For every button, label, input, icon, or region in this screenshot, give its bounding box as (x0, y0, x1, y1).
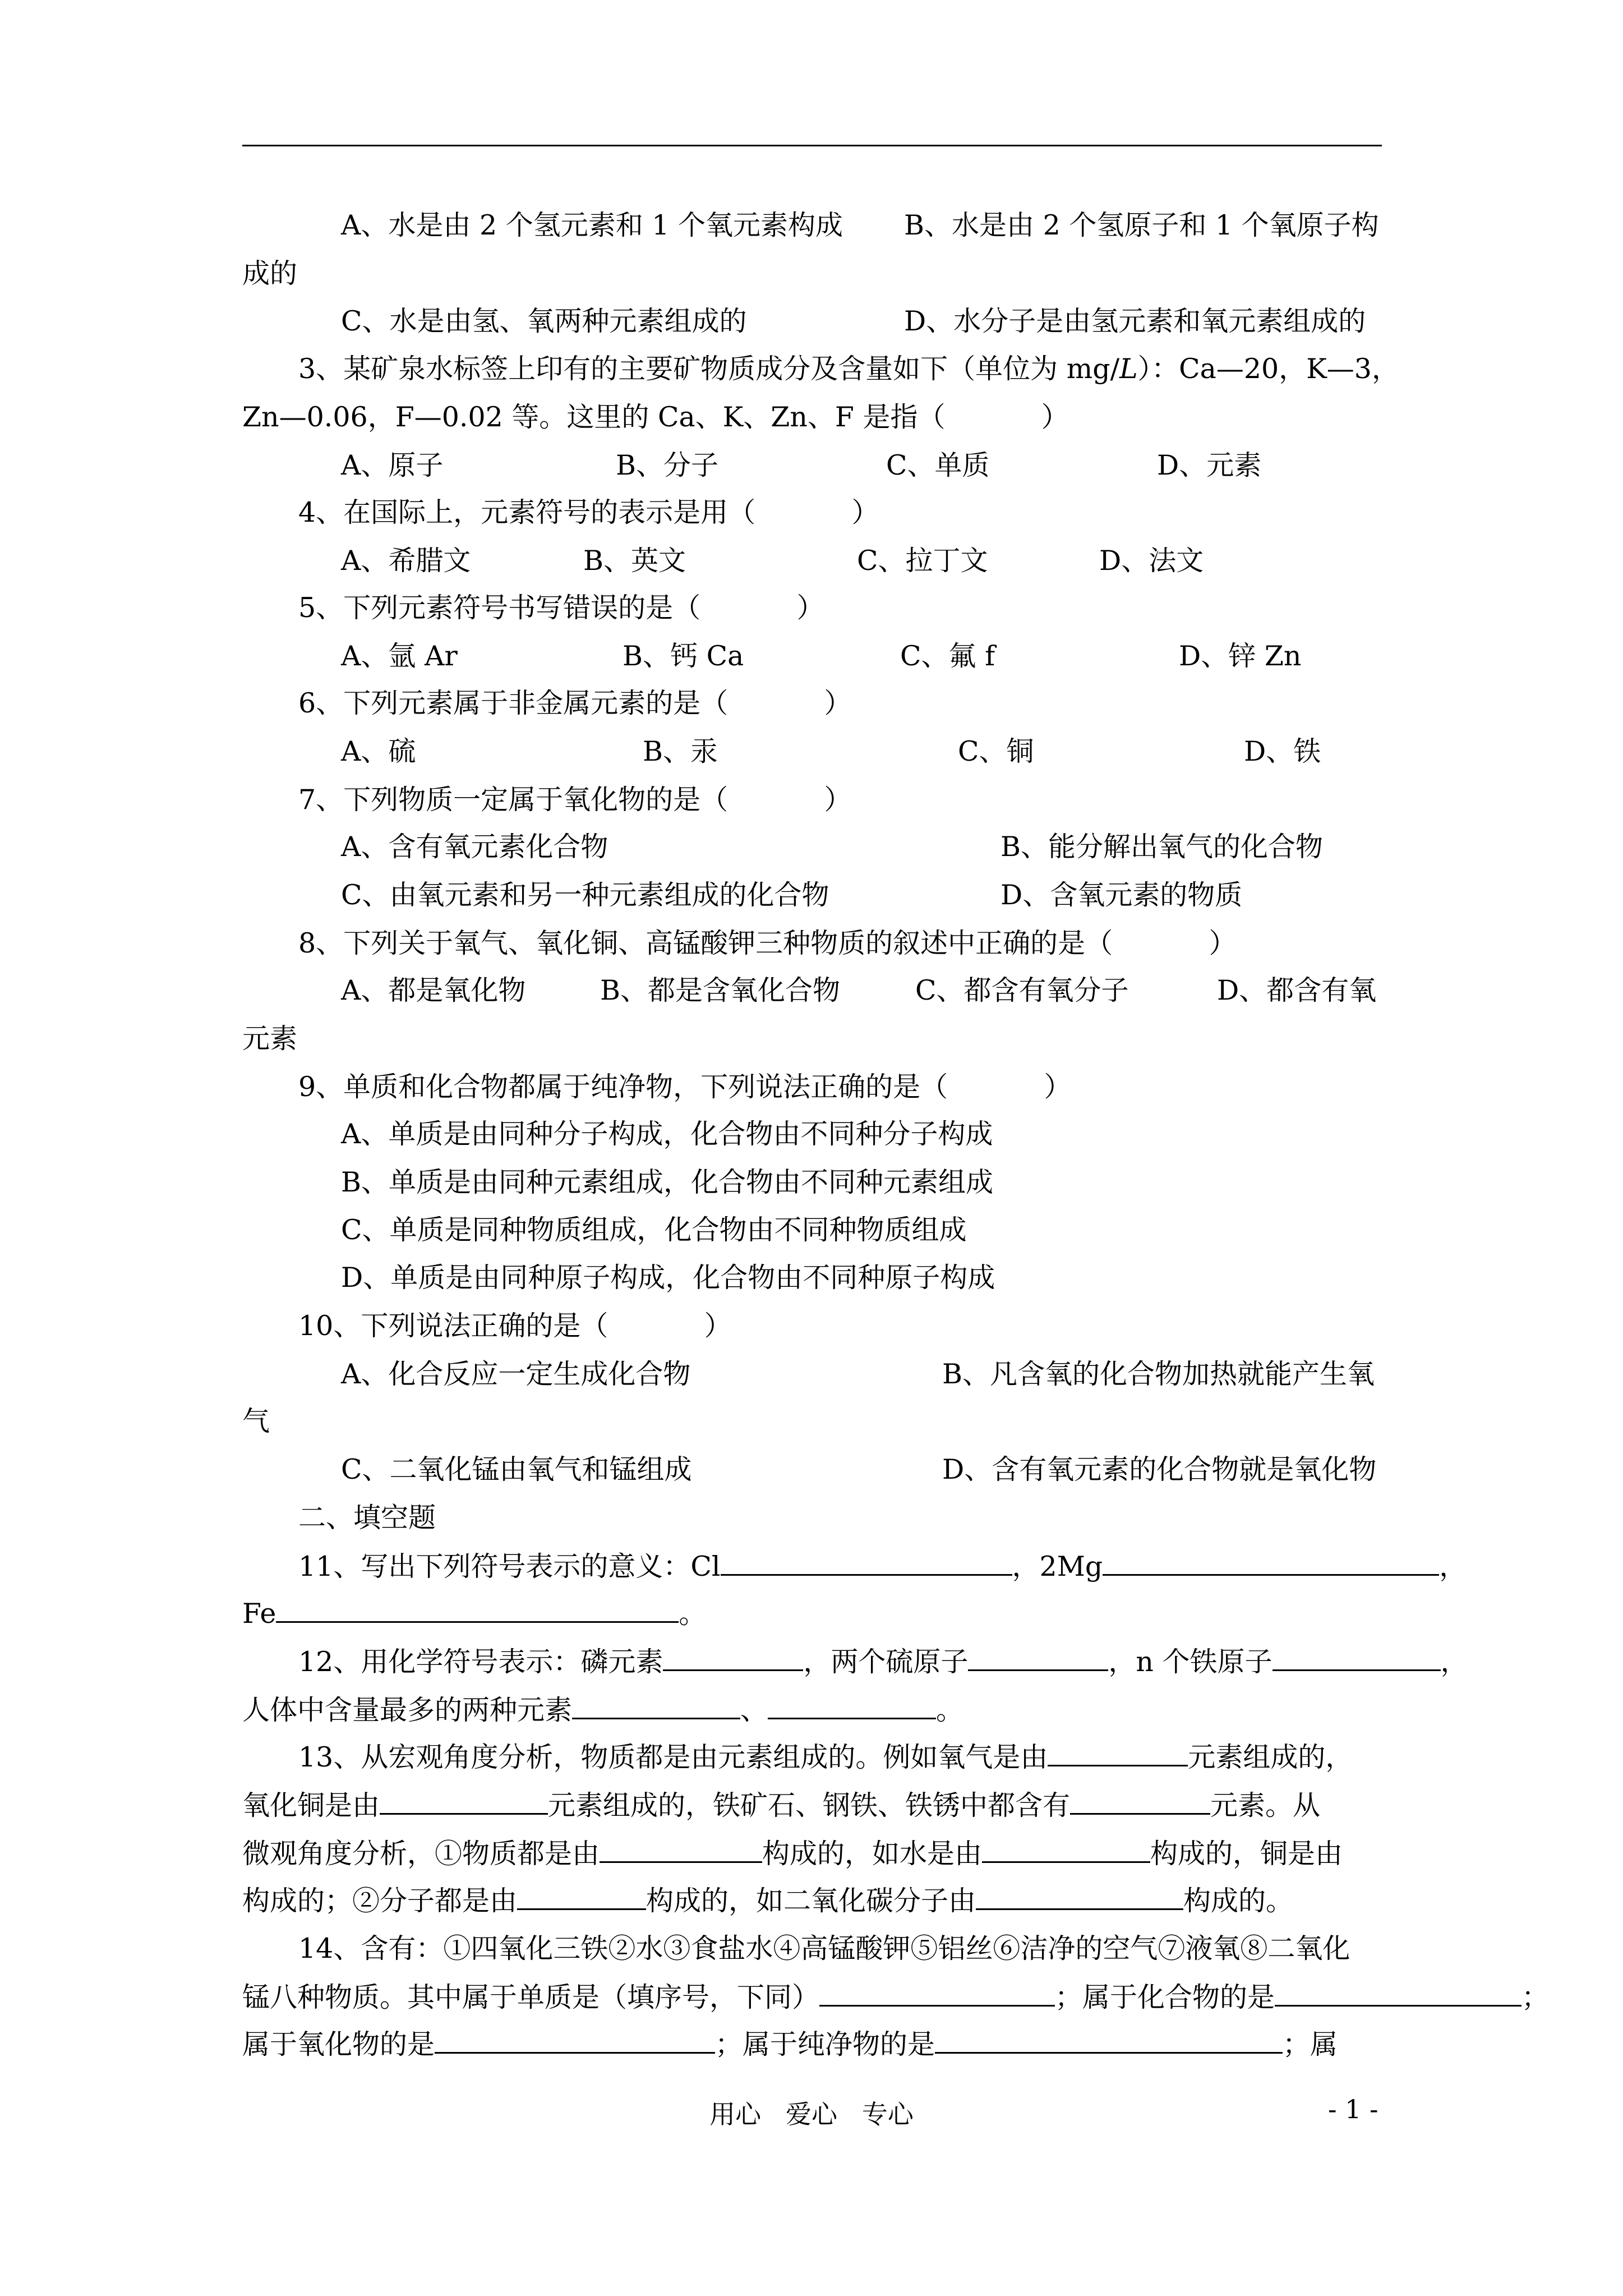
q10-option-c: C、二氧化锰由氧气和锰组成 (341, 1453, 692, 1485)
q13-text-7: 构成的，如水是由 (762, 1838, 983, 1870)
q13-line4 (242, 1884, 1293, 1918)
q3-stem-line1 (298, 352, 1399, 386)
q7-option-c: C、由氧元素和另一种元素组成的化合物 (341, 879, 829, 911)
page-number: - 1 - (1328, 2094, 1378, 2124)
q11-line1 (298, 1549, 1467, 1584)
q8-option-a: A、都是氧化物 (341, 974, 526, 1006)
q14-blank-elements[interactable] (819, 1980, 1055, 2007)
q13-blank-copper-oxide[interactable] (380, 1788, 548, 1815)
q13-line3 (242, 1837, 1343, 1871)
q12-text-7: 。 (936, 1694, 964, 1726)
q6-option-c: C、铜 (958, 735, 1034, 767)
q2-option-b: B、水是由 2 个氢原子和 1 个氧原子构 (904, 209, 1379, 241)
q9-option-b: B、单质是由同种元素组成，化合物由不同种元素组成 (341, 1166, 994, 1198)
header-rule (242, 145, 1382, 146)
q12-blank-two-sulfur[interactable] (968, 1645, 1108, 1671)
q2-continuation: 成的 (242, 257, 298, 289)
q5-option-a: A、氩 Ar (341, 640, 458, 672)
q13-blank-co2[interactable] (976, 1884, 1183, 1910)
q13-text-4: 元素组成的，铁矿石、钢铁、铁锈中都含有 (548, 1789, 1071, 1821)
q12-text-4: ， (1440, 1646, 1468, 1678)
q14-blank-compounds[interactable] (1275, 1980, 1521, 2007)
q12-text-6: 、 (740, 1694, 768, 1726)
q13-text-11: 构成的。 (1183, 1885, 1294, 1917)
q3-unit: L (1119, 353, 1138, 385)
q4-option-c: C、拉丁文 (857, 545, 988, 577)
q12-line2 (242, 1693, 963, 1727)
q3-option-a: A、原子 (341, 449, 444, 481)
q7-option-b: B、能分解出氧气的化合物 (1000, 831, 1324, 863)
q11-blank-2mg[interactable] (1103, 1549, 1439, 1576)
q11-text-4: Fe (242, 1598, 276, 1630)
q4-option-a: A、希腊文 (341, 545, 471, 577)
q2-option-d: D、水分子是由氢元素和氧元素组成的 (904, 305, 1366, 337)
q14-blank-pure[interactable] (935, 2027, 1283, 2054)
q11-blank-cl[interactable] (721, 1549, 1012, 1576)
q9-option-d: D、单质是由同种原子构成，化合物由不同种原子构成 (341, 1262, 995, 1294)
q13-line2 (242, 1788, 1320, 1823)
q12-blank-phosphorus[interactable] (663, 1645, 803, 1671)
q12-text-2: ，两个硫原子 (803, 1646, 969, 1678)
q12-text-5: 人体中含量最多的两种元素 (242, 1694, 573, 1726)
q14-line3 (242, 2027, 1338, 2062)
q7-stem: 7、下列物质一定属于氧化物的是（ ） (298, 784, 852, 816)
q7-option-a: A、含有氧元素化合物 (341, 831, 608, 863)
q13-text-10: 构成的，如二氧化碳分子由 (646, 1885, 976, 1917)
q3-option-b: B、分子 (616, 449, 719, 481)
q13-blank-water[interactable] (982, 1837, 1150, 1863)
q12-text-3: ，n 个铁原子 (1108, 1646, 1272, 1678)
q10-stem: 10、下列说法正确的是（ ） (298, 1310, 732, 1342)
section-heading-fill-in: 二、填空题 (298, 1502, 436, 1534)
q14-line2 (242, 1980, 1549, 2014)
q14-text-3: ；属于化合物的是 (1055, 1981, 1275, 2013)
q12-line1 (298, 1645, 1468, 1679)
q4-stem: 4、在国际上，元素符号的表示是用（ ） (298, 496, 879, 528)
q11-text-3: ， (1439, 1550, 1467, 1582)
q5-option-d: D、锌 Zn (1179, 640, 1302, 672)
footer-motto: 用心 爱心 专心 (709, 2099, 914, 2129)
q14-text-6: ；属于纯净物的是 (715, 2028, 935, 2060)
q14-text-7: ；属 (1283, 2028, 1338, 2060)
q10-option-b: B、凡含氧的化合物加热就能产生氧 (942, 1358, 1375, 1390)
q2-option-a: A、水是由 2 个氢元素和 1 个氧元素构成 (341, 209, 843, 241)
q14-text-4: ； (1521, 1981, 1550, 2013)
q14-text-5: 属于氧化物的是 (242, 2028, 435, 2060)
q13-text-1: 13、从宏观角度分析，物质都是由元素组成的。例如氧气是由 (298, 1741, 1048, 1773)
q6-option-a: A、硫 (341, 735, 416, 767)
q11-blank-fe[interactable] (276, 1596, 679, 1623)
q8-option-b: B、都是含氧化合物 (600, 974, 841, 1006)
q11-text-5: 。 (679, 1598, 707, 1630)
q3-option-d: D、元素 (1157, 449, 1262, 481)
q13-blank-matter[interactable] (600, 1837, 762, 1863)
q10-continuation: 气 (242, 1405, 270, 1437)
q3-option-c: C、单质 (886, 449, 990, 481)
q14-blank-oxides[interactable] (435, 2027, 715, 2054)
q13-line1 (298, 1740, 1353, 1774)
q9-stem: 9、单质和化合物都属于纯净物，下列说法正确的是（ ） (298, 1071, 1072, 1103)
q12-text-1: 12、用化学符号表示：磷元素 (298, 1646, 663, 1678)
q8-continuation: 元素 (242, 1023, 298, 1055)
q14-text-2: 锰八种物质。其中属于单质是（填序号，下同） (242, 1981, 820, 2013)
q6-option-d: D、铁 (1244, 735, 1321, 767)
q7-option-d: D、含氧元素的物质 (1000, 879, 1243, 911)
q13-blank-oxygen[interactable] (1048, 1740, 1188, 1766)
q5-stem: 5、下列元素符号书写错误的是（ ） (298, 592, 824, 624)
q13-text-5: 元素。从 (1210, 1789, 1321, 1821)
q9-option-a: A、单质是由同种分子构成，化合物由不同种分子构成 (341, 1118, 993, 1150)
q2-option-c: C、水是由氢、氧两种元素组成的 (341, 305, 747, 337)
q6-option-b: B、汞 (643, 735, 718, 767)
q3-stem-line2: Zn—0.06，F—0.02 等。这里的 Ca、K、Zn、F 是指（ ） (242, 401, 1069, 433)
q14-line1: 14、含有：①四氧化三铁②水③食盐水④高锰酸钾⑤铝丝⑥洁净的空气⑦液氧⑧二氧化 (298, 1932, 1350, 1964)
q5-option-c: C、氟 f (900, 640, 995, 672)
q13-text-6: 微观角度分析，①物质都是由 (242, 1838, 600, 1870)
q9-option-c: C、单质是同种物质组成，化合物由不同种物质组成 (341, 1214, 967, 1246)
q4-option-d: D、法文 (1099, 545, 1204, 577)
q13-text-9: 构成的；②分子都是由 (242, 1885, 518, 1917)
q12-blank-n-iron[interactable] (1272, 1645, 1441, 1671)
q13-text-3: 氧化铜是由 (242, 1789, 380, 1821)
q12-blank-element-1[interactable] (572, 1693, 740, 1719)
q13-blank-iron[interactable] (1070, 1788, 1210, 1815)
q11-text-2: ，2Mg (1012, 1550, 1103, 1582)
q11-line2 (242, 1596, 706, 1631)
q12-blank-element-2[interactable] (768, 1693, 936, 1719)
q8-option-d: D、都含有氧 (1217, 974, 1377, 1006)
q3-stem-text: 3、某矿泉水标签上印有的主要矿物质成分及含量如下（单位为 mg/ (298, 353, 1120, 385)
q11-text-1: 11、写出下列符号表示的意义：Cl (298, 1550, 721, 1582)
q8-stem: 8、下列关于氧气、氧化铜、高锰酸钾三种物质的叙述中正确的是（ ） (298, 927, 1237, 959)
q13-blank-molecule[interactable] (517, 1884, 646, 1910)
q8-option-c: C、都含有氧分子 (915, 974, 1129, 1006)
q4-option-b: B、英文 (583, 545, 686, 577)
q13-text-2: 元素组成的， (1188, 1741, 1353, 1773)
q13-text-8: 构成的，铜是由 (1150, 1838, 1343, 1870)
q10-option-d: D、含有氧元素的化合物就是氧化物 (942, 1453, 1377, 1485)
q6-stem: 6、下列元素属于非金属元素的是（ ） (298, 687, 852, 719)
q5-option-b: B、钙 Ca (623, 640, 744, 672)
q10-option-a: A、化合反应一定生成化合物 (341, 1358, 691, 1390)
q3-stem-end: ）：Ca—20，K—3， (1137, 353, 1399, 385)
